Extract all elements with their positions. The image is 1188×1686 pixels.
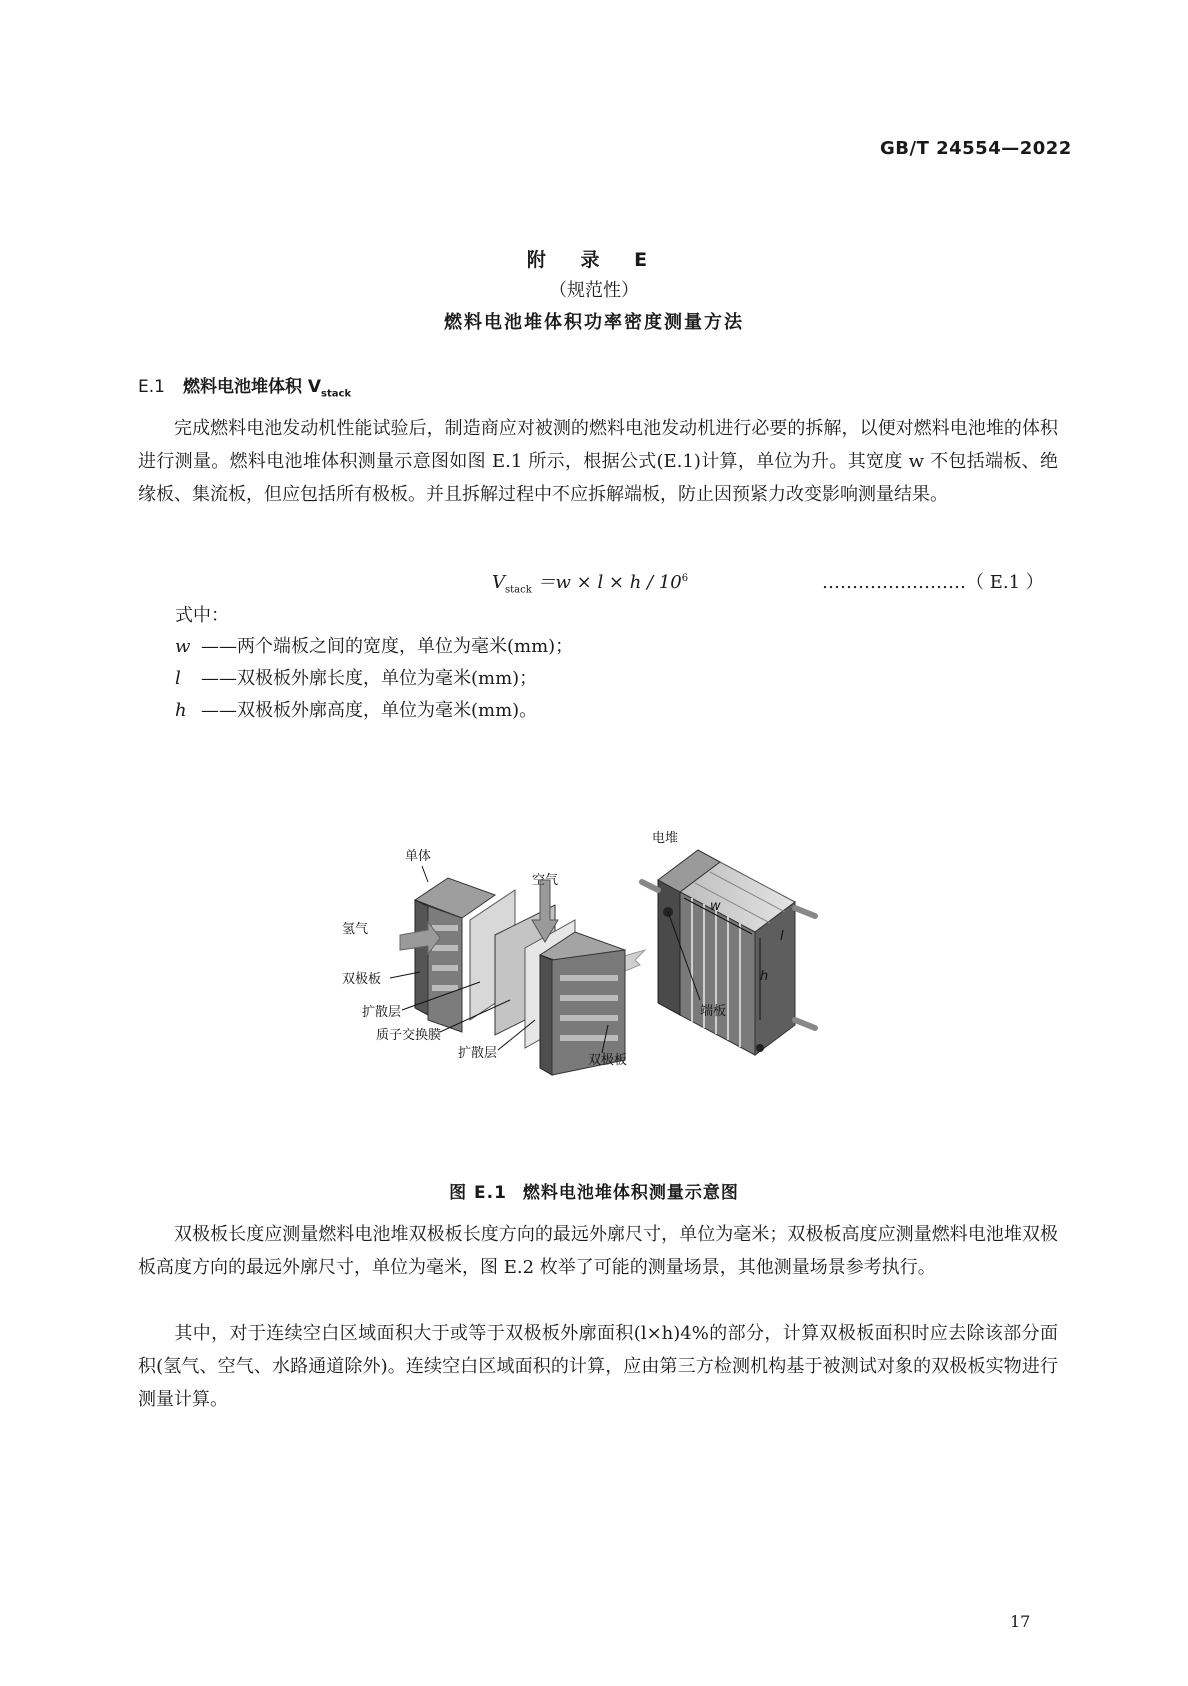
label-h: h <box>760 969 769 984</box>
appendix-type: （规范性） <box>549 280 639 301</box>
formula-number: ……………………（ E.1 ） <box>822 572 1044 593</box>
formula <box>492 568 688 596</box>
label-hydrogen: 氢气 <box>342 922 369 937</box>
formula-lhs-subscript: stack <box>505 584 532 596</box>
label-bipolar-right: 双极板 <box>588 1053 628 1068</box>
appendix-title: 附 录 E <box>526 249 662 271</box>
stack-drawing <box>642 850 815 1055</box>
paragraph-2 <box>138 1218 1058 1284</box>
label-end-plate: 端板 <box>700 1004 727 1019</box>
label-diffusion-left: 扩散层 <box>362 1005 402 1020</box>
paragraph-3-text: 其中，对于连续空白区域面积大于或等于双极板外廓面积(l×h)4%的部分，计算双极板面积时应去除该部分面积(氢气、空气、水路通道除外)。连续空白区域面积的计算，应由第三方检测机构基于被测试对象的双极板实物进行测量计算。 <box>138 1323 1058 1410</box>
variable-desc: ——两个端板之间的宽度，单位为毫米(mm)； <box>201 636 574 657</box>
variable-symbol: w <box>175 636 191 657</box>
paragraph-1 <box>138 412 1058 511</box>
paragraph-3 <box>138 1317 1058 1416</box>
figure-caption-number: 图 E.1 <box>449 1183 507 1203</box>
paragraph-1-text: 完成燃料电池发动机性能试验后，制造商应对被测的燃料电池发动机进行必要的拆解，以便对燃料电池堆的体积进行测量。燃料电池堆体积测量示意图如图 E.1 所示，根据公式(E.1)计算，单位为升。其宽度 w 不包括端板、绝缘板、集流板，但应包括所有极板。并且拆解过程中不应拆解端板，防止因预紧力改变影响测量结果。 <box>138 418 1058 505</box>
appendix-name: 燃料电池堆体积功率密度测量方法 <box>444 312 744 333</box>
section-heading <box>138 372 351 399</box>
figure-caption <box>0 1178 1188 1203</box>
variable-desc: ——双极板外廓长度，单位为毫米(mm)； <box>201 668 538 689</box>
section-number: E.1 <box>138 377 165 397</box>
variable-line <box>175 696 537 722</box>
label-l: l <box>780 929 784 944</box>
section-title: 燃料电池堆体积 V <box>182 377 322 397</box>
page-number: 17 <box>1010 1612 1031 1631</box>
formula-lhs: V <box>492 572 505 593</box>
variable-line <box>175 632 573 658</box>
paragraph-2-text: 双极板长度应测量燃料电池堆双极板长度方向的最远外廓尺寸，单位为毫米；双极板高度应测量燃料电池堆双极板高度方向的最远外廓尺寸，单位为毫米，图 E.2 枚举了可能的测量场景，其他测量场景参考执行。 <box>138 1224 1058 1278</box>
variable-symbol: h <box>175 700 187 721</box>
where-label: 式中： <box>175 605 229 626</box>
formula-rhs: ＝w × l × h / 10 <box>537 572 682 593</box>
label-diffusion-right: 扩散层 <box>458 1046 498 1061</box>
variable-line <box>175 664 537 690</box>
formula-rhs-superscript: 6 <box>681 573 689 584</box>
label-w: w <box>710 899 721 914</box>
label-bipolar-left: 双极板 <box>342 972 382 987</box>
label-air: 空气 <box>532 873 559 888</box>
label-cell: 单体 <box>405 849 432 864</box>
figure-caption-text: 燃料电池堆体积测量示意图 <box>522 1183 739 1203</box>
label-membrane: 质子交换膜 <box>376 1028 442 1043</box>
standard-code: GB/T 24554—2022 <box>880 138 1072 159</box>
fuel-cell-stack-figure <box>340 820 880 1150</box>
section-title-subscript: stack <box>321 388 352 400</box>
variable-desc: ——双极板外廓高度，单位为毫米(mm)。 <box>201 700 538 721</box>
label-stack: 电堆 <box>652 831 679 846</box>
variable-symbol: l <box>175 668 181 689</box>
